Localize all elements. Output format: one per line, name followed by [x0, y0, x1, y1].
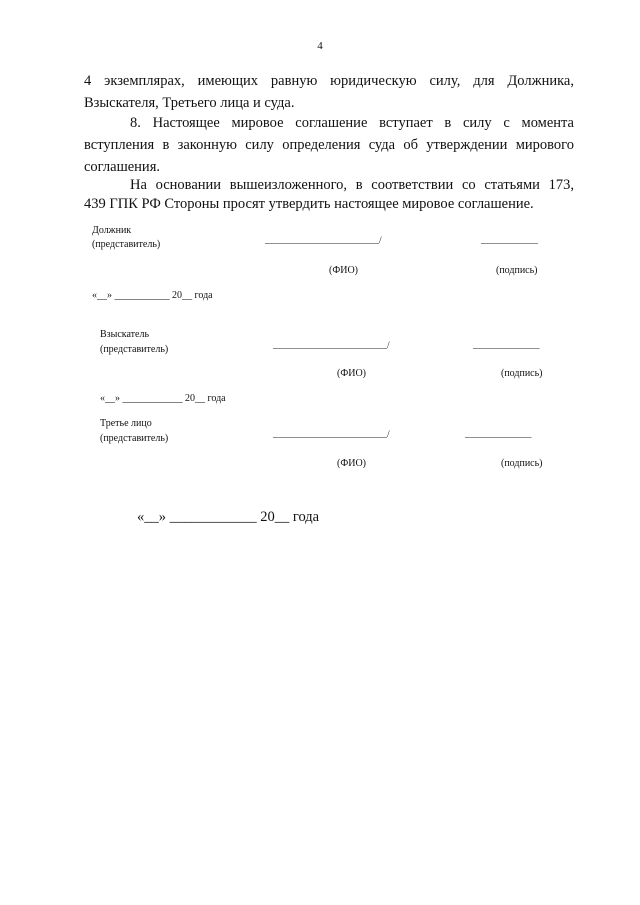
page-number: 4	[317, 40, 323, 52]
party-role-claimant: (представитель)	[100, 344, 169, 355]
paragraph-line: вступления в законную силу определения суда об утверждении мирового	[84, 137, 574, 153]
party-label-third: Третье лицо	[100, 418, 152, 429]
paragraph-line: Взыскателя, Третьего лица и суда.	[84, 95, 295, 111]
fio-signature-line: ________________________/	[265, 236, 382, 246]
paragraph-line: На основании вышеизложенного, в соответствии со статьями 173,	[130, 177, 574, 193]
paragraph-line: соглашения.	[84, 159, 160, 175]
date-line: «__» ___________ 20__ года	[92, 290, 213, 301]
signature-caption: (подпись)	[501, 368, 543, 379]
fio-caption: (ФИО)	[329, 265, 359, 276]
signature-line: ______________	[465, 430, 532, 440]
signature-line: ______________	[473, 341, 540, 351]
signature-line: ____________	[481, 236, 538, 246]
fio-caption: (ФИО)	[337, 458, 367, 469]
fio-signature-line: ________________________/	[273, 341, 390, 351]
fio-caption: (ФИО)	[337, 368, 367, 379]
signature-caption: (подпись)	[496, 265, 538, 276]
signature-caption: (подпись)	[501, 458, 543, 469]
paragraph-line: 8. Настоящее мировое соглашение вступает в силу с момента	[130, 115, 574, 131]
date-line: «__» ____________ 20__ года	[100, 393, 226, 404]
paragraph-line: 439 ГПК РФ Стороны просят утвердить настоящее мировое соглашение.	[84, 196, 534, 212]
party-label-claimant: Взыскатель	[100, 329, 150, 340]
paragraph-line: 4 экземплярах, имеющих равную юридическую силу, для Должника,	[84, 73, 574, 89]
fio-signature-line: ________________________/	[273, 430, 390, 440]
party-role-debtor: (представитель)	[92, 239, 161, 250]
party-role-third: (представитель)	[100, 433, 169, 444]
party-label-debtor: Должник	[92, 225, 132, 236]
final-date-line: «__» ____________ 20__ года	[137, 509, 320, 525]
